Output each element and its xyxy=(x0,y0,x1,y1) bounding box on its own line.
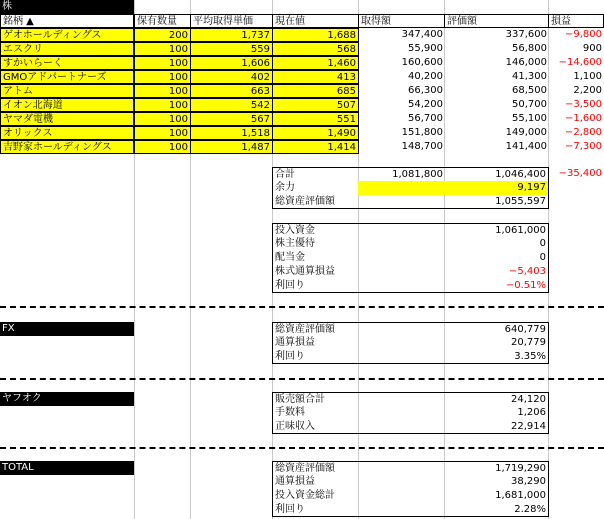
investment-value[interactable]: 1,061,000 xyxy=(358,223,549,237)
section-divider xyxy=(0,447,604,449)
section-divider xyxy=(0,378,604,380)
stock-cell-cost[interactable]: 160,600 xyxy=(401,57,443,68)
cum-pnl-label: 株式通算損益 xyxy=(272,265,359,279)
stock-cell-avg[interactable]: 402 xyxy=(190,70,273,84)
header-value[interactable]: 評価額 xyxy=(444,14,549,28)
stock-cell-cost[interactable]: 148,700 xyxy=(401,141,443,152)
stock-cell-pnl[interactable]: −3,500 xyxy=(564,99,602,110)
summary-value[interactable]: 38,290 xyxy=(358,475,549,489)
summary-label: 正味収入 xyxy=(272,420,359,434)
stock-cell-pnl[interactable]: −14,600 xyxy=(558,57,602,68)
stock-cell-price[interactable]: 568 xyxy=(272,42,359,56)
stock-cell-value[interactable]: 337,600 xyxy=(505,29,547,40)
stock-cell-cost[interactable]: 66,300 xyxy=(408,85,443,96)
stock-cell-value[interactable]: 149,000 xyxy=(505,127,547,138)
stock-cell-avg[interactable]: 559 xyxy=(190,42,273,56)
stock-cell-value[interactable]: 146,000 xyxy=(505,57,547,68)
header-avg[interactable]: 平均取得単価 xyxy=(190,14,273,28)
summary-value[interactable]: 640,779 xyxy=(358,322,549,336)
stock-cell-qty[interactable]: 100 xyxy=(134,70,191,84)
summary-value[interactable]: 2.28% xyxy=(358,503,549,517)
stock-cell-name[interactable]: すかいらーく xyxy=(0,56,134,70)
stock-cell-pnl[interactable]: 1,100 xyxy=(573,71,602,82)
stock-cell-pnl[interactable]: 2,200 xyxy=(573,85,602,96)
summary-label: 利回り xyxy=(272,503,359,517)
benefit-label: 株主優待 xyxy=(272,237,359,251)
summary-label: 通算損益 xyxy=(272,475,359,489)
stock-assets-value[interactable]: 1,055,597 xyxy=(358,195,549,209)
section-title-fx: FX xyxy=(0,322,134,336)
stock-cell-avg[interactable]: 1,487 xyxy=(190,140,273,154)
stock-assets-label: 総資産評価額 xyxy=(272,195,359,209)
stock-cell-avg[interactable]: 567 xyxy=(190,112,273,126)
stock-cell-name[interactable]: アトム xyxy=(0,84,134,98)
summary-label: 総資産評価額 xyxy=(272,461,359,475)
section-title-stocks: 株 xyxy=(0,0,134,14)
stock-cell-avg[interactable]: 663 xyxy=(190,84,273,98)
stock-cell-price[interactable]: 1,460 xyxy=(272,56,359,70)
section-title-total: TOTAL xyxy=(0,461,134,475)
stock-cell-avg[interactable]: 1,737 xyxy=(190,28,273,42)
summary-label: 販売額合計 xyxy=(272,392,359,406)
cum-pnl-value[interactable]: −5,403 xyxy=(358,265,549,279)
stock-cell-name[interactable]: GMOアドパートナーズ xyxy=(0,70,134,84)
surplus-label: 余力 xyxy=(272,181,359,195)
summary-value[interactable]: 20,779 xyxy=(358,336,549,350)
stock-cell-qty[interactable]: 100 xyxy=(134,84,191,98)
stock-cell-avg[interactable]: 1,518 xyxy=(190,126,273,140)
stock-cell-name[interactable]: オリックス xyxy=(0,126,134,140)
stock-cell-cost[interactable]: 347,400 xyxy=(401,29,443,40)
stock-cell-cost[interactable]: 40,200 xyxy=(408,71,443,82)
summary-value[interactable]: 24,120 xyxy=(358,392,549,406)
total-pnl[interactable]: −35,400 xyxy=(558,168,602,179)
summary-value[interactable]: 1,719,290 xyxy=(358,461,549,475)
summary-value[interactable]: 1,206 xyxy=(358,406,549,420)
stock-cell-pnl[interactable]: −9,800 xyxy=(564,29,602,40)
benefit-value[interactable]: 0 xyxy=(358,237,549,251)
stock-cell-name[interactable]: イオン北海道 xyxy=(0,98,134,112)
stock-cell-pnl[interactable]: 900 xyxy=(582,43,602,54)
header-cost[interactable]: 取得額 xyxy=(358,14,445,28)
stock-cell-value[interactable]: 68,500 xyxy=(512,85,547,96)
stock-cell-price[interactable]: 685 xyxy=(272,84,359,98)
stock-cell-qty[interactable]: 100 xyxy=(134,126,191,140)
summary-value[interactable]: 22,914 xyxy=(358,420,549,434)
stock-cell-qty[interactable]: 100 xyxy=(134,56,191,70)
stock-cell-cost[interactable]: 54,200 xyxy=(408,99,443,110)
dividend-label: 配当金 xyxy=(272,251,359,265)
stock-cell-price[interactable]: 1,414 xyxy=(272,140,359,154)
summary-label: 投入資金総計 xyxy=(272,489,359,503)
stock-cell-price[interactable]: 507 xyxy=(272,98,359,112)
yield-value[interactable]: −0.51% xyxy=(358,279,549,293)
stock-cell-qty[interactable]: 200 xyxy=(134,28,191,42)
stock-cell-value[interactable]: 141,400 xyxy=(505,141,547,152)
header-name[interactable]: 銘柄 ▲ xyxy=(0,14,134,28)
header-price[interactable]: 現在値 xyxy=(272,14,359,28)
stock-cell-name[interactable]: ゲオホールディングス xyxy=(0,28,134,42)
stock-cell-price[interactable]: 1,490 xyxy=(272,126,359,140)
stock-cell-avg[interactable]: 542 xyxy=(190,98,273,112)
section-title-auction: ヤフオク xyxy=(0,392,134,406)
stock-cell-avg[interactable]: 1,606 xyxy=(190,56,273,70)
stock-cell-name[interactable]: ヤマダ電機 xyxy=(0,112,134,126)
stock-cell-cost[interactable]: 151,800 xyxy=(401,127,443,138)
stock-cell-qty[interactable]: 100 xyxy=(134,98,191,112)
yield-label: 利回り xyxy=(272,279,359,293)
stock-cell-value[interactable]: 55,100 xyxy=(512,113,547,124)
summary-label: 総資産評価額 xyxy=(272,322,359,336)
stock-cell-price[interactable]: 413 xyxy=(272,70,359,84)
investment-label: 投入資金 xyxy=(272,223,359,237)
stock-cell-name[interactable]: エスクリ xyxy=(0,42,134,56)
summary-label: 通算損益 xyxy=(272,336,359,350)
stock-cell-pnl[interactable]: −7,300 xyxy=(564,141,602,152)
stock-cell-value[interactable]: 56,800 xyxy=(512,43,547,54)
stock-cell-cost[interactable]: 55,900 xyxy=(408,43,443,54)
stock-cell-pnl[interactable]: −1,600 xyxy=(564,113,602,124)
stock-cell-price[interactable]: 551 xyxy=(272,112,359,126)
stock-cell-price[interactable]: 1,688 xyxy=(272,28,359,42)
total-cost[interactable]: 1,081,800 xyxy=(358,167,445,181)
stock-cell-name[interactable]: 吉野家ホールディングス xyxy=(0,140,134,154)
stock-cell-value[interactable]: 41,300 xyxy=(512,71,547,82)
dividend-value[interactable]: 0 xyxy=(358,251,549,265)
header-pnl[interactable]: 損益 xyxy=(548,14,604,28)
total-value[interactable]: 1,046,400 xyxy=(444,167,549,181)
header-qty[interactable]: 保有数量 xyxy=(134,14,191,28)
stock-cell-cost[interactable]: 56,700 xyxy=(408,113,443,124)
total-label: 合計 xyxy=(272,167,359,181)
stock-cell-qty[interactable]: 100 xyxy=(134,42,191,56)
stock-cell-qty[interactable]: 100 xyxy=(134,112,191,126)
stock-cell-pnl[interactable]: −2,800 xyxy=(564,127,602,138)
summary-label: 手数料 xyxy=(272,406,359,420)
summary-value[interactable]: 1,681,000 xyxy=(358,489,549,503)
surplus-value[interactable]: 9,197 xyxy=(358,181,549,195)
stock-cell-value[interactable]: 50,700 xyxy=(512,99,547,110)
summary-value[interactable]: 3.35% xyxy=(358,350,549,364)
section-divider xyxy=(0,306,604,308)
summary-label: 利回り xyxy=(272,350,359,364)
stock-cell-qty[interactable]: 100 xyxy=(134,140,191,154)
